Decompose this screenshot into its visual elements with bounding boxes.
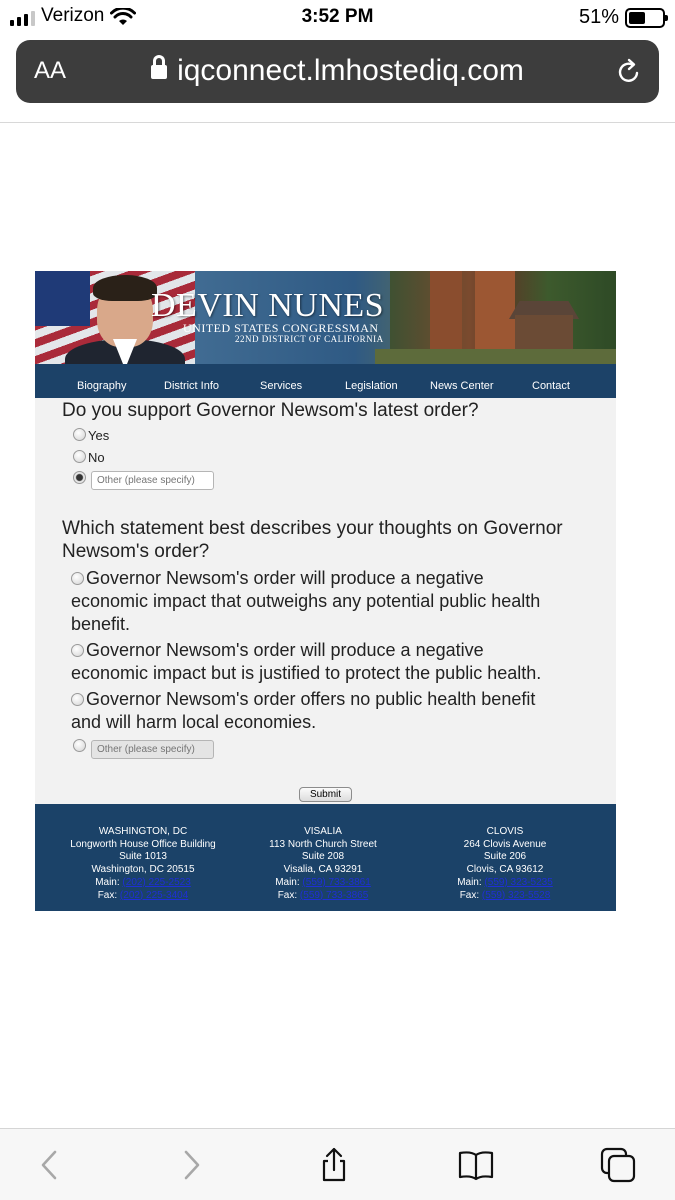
carrier-name: Verizon xyxy=(41,5,105,26)
battery-percent: 51% xyxy=(578,6,619,28)
office-address-line1: Longworth House Office Building xyxy=(70,838,216,850)
footer xyxy=(35,804,616,911)
lock-icon xyxy=(151,61,167,81)
tabs-icon[interactable] xyxy=(600,1147,636,1183)
question-1: Do you support Governor Newsom's latest order? xyxy=(62,400,479,421)
fax-label: Fax: xyxy=(97,889,118,901)
office-address-line2: Suite 208 xyxy=(301,851,345,863)
fax-phone-link[interactable]: (202) 225-3404 xyxy=(119,889,189,901)
share-icon[interactable] xyxy=(316,1147,352,1183)
cabin-image xyxy=(515,315,573,349)
q1-yes-label: Yes xyxy=(88,428,110,443)
q1-option-other[interactable] xyxy=(73,471,88,486)
main-phone-link[interactable]: (559) 733-3861 xyxy=(302,876,371,888)
flag-canton xyxy=(35,271,90,326)
question-2 xyxy=(62,517,563,563)
main-label: Main: xyxy=(457,876,482,888)
main-label: Main: xyxy=(95,876,120,888)
radio-q2-3[interactable] xyxy=(71,693,84,706)
main-nav xyxy=(35,364,616,398)
grass-image xyxy=(375,349,616,364)
q1-option-no[interactable] xyxy=(73,450,105,465)
nav-legislation[interactable]: Legislation xyxy=(345,380,398,392)
q2-option-2-line2: economic impact but is justified to protect the public health. xyxy=(71,663,542,683)
office-address-line1: 264 Clovis Avenue xyxy=(463,838,547,850)
address-bar[interactable] xyxy=(16,40,659,103)
nav-services[interactable]: Services xyxy=(260,380,303,392)
office-address-line2: Suite 1013 xyxy=(119,851,167,863)
url-display[interactable] xyxy=(16,54,659,88)
fax-phone-link[interactable]: (559) 323-5528 xyxy=(481,889,551,901)
office-address-line3: Clovis, CA 93612 xyxy=(466,864,544,876)
web-page xyxy=(35,271,616,911)
radio-q2-other[interactable] xyxy=(73,739,86,752)
question-2-line1: Which statement best describes your thoughts on Governor xyxy=(62,518,563,539)
q2-option-other[interactable] xyxy=(73,739,88,754)
back-icon[interactable] xyxy=(32,1147,68,1183)
battery-icon xyxy=(625,8,665,28)
office-address-line2: Suite 206 xyxy=(483,851,527,863)
office-visalia xyxy=(228,826,418,902)
office-city: WASHINGTON, DC xyxy=(98,826,188,837)
clock: 3:52 PM xyxy=(301,6,374,27)
fax-label: Fax: xyxy=(459,889,480,901)
q1-option-yes[interactable] xyxy=(73,428,109,443)
radio-q2-1[interactable] xyxy=(71,572,84,585)
question-2-line2: Newsom's order? xyxy=(62,541,210,562)
office-city: CLOVIS xyxy=(486,826,524,837)
q2-option-1-line2: economic impact that outweighs any potential public health xyxy=(71,591,541,611)
office-address-line1: 113 North Church Street xyxy=(269,838,377,850)
divider xyxy=(0,122,675,123)
q2-option-1-line3: benefit. xyxy=(71,614,131,634)
radio-q2-2[interactable] xyxy=(71,644,84,657)
q1-no-label: No xyxy=(88,450,105,465)
fax-label: Fax: xyxy=(277,889,298,901)
browser-toolbar xyxy=(0,1128,675,1200)
main-phone-link[interactable]: (202) 225-2523 xyxy=(122,876,191,888)
main-label: Main: xyxy=(275,876,300,888)
q2-option-1-line1: Governor Newsom's order will produce a negative xyxy=(86,568,484,588)
url-text: iqconnect.lmhostediq.com xyxy=(177,54,524,87)
reload-icon[interactable] xyxy=(615,58,643,86)
q2-option-2-line1: Governor Newsom's order will produce a negative xyxy=(86,640,484,660)
q2-option-2[interactable] xyxy=(71,639,541,685)
nav-news-center[interactable]: News Center xyxy=(430,380,494,392)
office-washington xyxy=(48,826,238,902)
nav-biography[interactable]: Biography xyxy=(77,380,127,392)
q2-option-3-line2: and will harm local economies. xyxy=(71,712,317,732)
office-clovis xyxy=(410,826,600,902)
aa-label: AA xyxy=(34,57,67,84)
fax-phone-link[interactable]: (559) 733-3865 xyxy=(299,889,369,901)
radio-no[interactable] xyxy=(73,450,86,463)
office-city: VISALIA xyxy=(304,826,342,837)
bookmarks-icon[interactable] xyxy=(458,1147,494,1183)
q2-option-3-line1: Governor Newsom's order offers no public health benefit xyxy=(86,689,536,709)
portrait-hair xyxy=(93,275,157,301)
q1-other-input[interactable] xyxy=(91,471,214,490)
nav-district-info[interactable]: District Info xyxy=(164,380,220,392)
office-address-line3: Washington, DC 20515 xyxy=(91,864,195,876)
radio-yes[interactable] xyxy=(73,428,86,441)
status-right xyxy=(579,6,665,29)
submit-button[interactable]: Submit xyxy=(299,787,352,802)
office-address-line3: Visalia, CA 93291 xyxy=(283,864,363,876)
banner-district: 22ND DISTRICT OF CALIFORNIA xyxy=(235,334,384,344)
status-bar xyxy=(0,0,675,36)
radio-other[interactable] xyxy=(73,471,86,484)
banner-name: DEVIN NUNES xyxy=(151,287,385,324)
q2-option-3[interactable] xyxy=(71,688,535,734)
header-banner xyxy=(35,271,616,364)
q2-other-input[interactable] xyxy=(91,740,214,759)
banner-title: UNITED STATES CONGRESSMAN xyxy=(183,321,379,335)
forward-icon[interactable] xyxy=(173,1147,209,1183)
q2-option-1[interactable] xyxy=(71,567,540,636)
main-phone-link[interactable]: (559) 323-5235 xyxy=(484,876,553,888)
nav-contact[interactable]: Contact xyxy=(532,380,570,392)
